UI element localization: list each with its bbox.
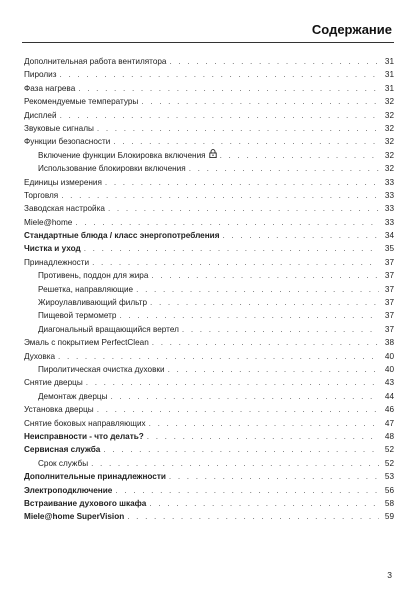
dot-leader [151,269,379,282]
dot-leader [78,82,379,95]
toc-entry-page: 47 [384,418,394,428]
toc-entry-label: Срок службы [38,458,89,468]
toc-entry-page: 31 [384,83,394,93]
dot-leader [113,135,379,148]
toc-entry-page: 31 [384,57,394,66]
toc-entry-label: Снятие дверцы [24,378,83,388]
dot-leader [168,363,379,376]
toc-entry-page: 48 [384,431,394,441]
toc-entry-label: Пиролиз [24,70,57,80]
toc-entry-page: 37 [384,298,394,308]
toc-entry[interactable] [24,443,394,456]
toc-entry-page: 37 [384,257,394,267]
toc-entry-page: 37 [384,324,394,334]
dot-leader [147,430,379,443]
toc-entry[interactable] [24,122,394,135]
page-number: 3 [387,570,392,580]
dot-leader [169,470,379,483]
toc-entry-label: Противень, поддон для жира [38,271,149,281]
toc-entry[interactable] [24,296,394,309]
toc-entry-page: 33 [384,177,394,187]
toc-entry[interactable] [24,229,394,242]
toc-entry-label: Встраивание духового шкафа [24,498,147,508]
toc-entry-label: Заводская настройка [24,204,105,214]
dot-leader [189,162,379,175]
toc-entry-page: 40 [384,351,394,361]
toc-entry-label: Установка дверцы [24,405,94,415]
toc-entry-label: Диагональный вращающийся вертел [38,324,179,334]
dot-leader [108,202,379,215]
dot-leader [127,510,379,523]
toc-entry-page: 33 [384,217,394,227]
toc-entry-label: Стандартные блюда / класс энергопотребления [24,231,220,241]
toc-entry-label: Рекомендуемые температуры [24,97,139,107]
toc-entry-label: Эмаль с покрытием PerfectClean [24,338,149,348]
toc-entry[interactable] [24,149,394,162]
toc-entry-label: Жироулавливающий фильтр [38,298,148,308]
toc-entry[interactable] [24,55,394,68]
dot-leader [86,376,379,389]
dot-leader [149,497,379,510]
toc-entry-page: 32 [384,150,394,160]
toc-entry-page: 37 [384,284,394,294]
dot-leader [182,323,379,336]
toc-entry-page: 33 [384,190,394,200]
toc-entry-label: Снятие боковых направляющих [24,418,146,428]
toc-entry[interactable] [24,497,394,510]
toc-entry-label: Принадлежности [24,257,90,267]
toc-entry[interactable] [24,189,394,202]
toc-entry[interactable] [24,216,394,229]
toc-entry-page: 44 [384,391,394,401]
toc-entry[interactable] [24,390,394,403]
toc-entry-label: Дисплей [24,110,57,120]
toc-entry-page: 34 [384,231,394,241]
toc-entry-label: Пищевой термометр [38,311,117,321]
toc-entry-label: Решетка, направляющие [38,284,134,294]
toc-entry[interactable] [24,457,394,470]
toc-entry[interactable] [24,336,394,349]
dot-leader [110,390,379,403]
toc-entry[interactable] [24,135,394,148]
dot-leader [91,457,379,470]
toc-entry-page: 58 [384,498,394,508]
toc-entry-label: Торговля [24,190,59,200]
toc-entry-page: 37 [384,271,394,281]
toc-entry-label: Чистка и уход [24,244,81,254]
toc-entry-page: 32 [384,137,394,147]
dot-leader [61,189,379,202]
toc-entry-label: Единицы измерения [24,177,102,187]
toc-entry[interactable] [24,309,394,322]
dot-leader [169,55,379,68]
toc-entry-label: Фаза нагрева [24,83,76,93]
dot-leader [119,309,379,322]
toc-entry-page: 38 [384,338,394,348]
toc-entry[interactable] [24,256,394,269]
toc-entry-page: 46 [384,405,394,415]
toc-entry-label: Звуковые сигналы [24,123,94,133]
dot-leader [58,350,379,363]
toc-entry[interactable] [24,430,394,443]
toc-entry[interactable] [24,269,394,282]
table-of-contents [24,55,394,524]
toc-entry-label: Духовка [24,351,56,361]
toc-entry[interactable] [24,376,394,389]
toc-entry[interactable] [24,68,394,81]
dot-leader [103,443,379,456]
toc-entry-page: 56 [384,485,394,495]
dot-leader [149,417,379,430]
toc-entry-label: Функции безопасности [24,137,111,147]
dot-leader [97,122,379,135]
toc-entry-page: 32 [384,164,394,174]
toc-entry-label: Использование блокировки включения [38,164,186,174]
dot-leader [75,216,379,229]
toc-entry-page: 33 [384,204,394,214]
dot-leader [150,296,379,309]
toc-entry[interactable] [24,510,394,523]
toc-entry[interactable] [24,470,394,483]
page-title: Содержание [311,22,392,37]
toc-entry-label: Miele@home [24,217,73,227]
toc-entry-label: Miele@home SuperVision [24,512,125,522]
toc-entry-label: Сервисная служба [24,445,101,455]
toc-entry[interactable] [24,162,394,175]
toc-entry-page: 43 [384,378,394,388]
toc-entry[interactable] [24,323,394,336]
toc-entry[interactable] [24,283,394,296]
toc-entry-page: 59 [384,512,394,522]
dot-leader [97,403,379,416]
page-header [22,22,394,43]
toc-entry-label: Дополнительная работа вентилятора [24,57,167,66]
dot-leader [105,176,379,189]
dot-leader [222,229,379,242]
toc-entry[interactable] [24,109,394,122]
toc-entry[interactable] [24,363,394,376]
toc-entry[interactable] [24,202,394,215]
toc-entry[interactable] [24,350,394,363]
toc-entry[interactable] [24,417,394,430]
toc-entry[interactable] [24,176,394,189]
toc-entry[interactable] [24,484,394,497]
toc-entry-page: 31 [384,70,394,80]
toc-entry-page: 32 [384,97,394,107]
toc-entry-label: Неисправности - что делать? [24,431,144,441]
toc-entry[interactable] [24,242,394,255]
toc-entry-page: 32 [384,123,394,133]
dot-leader [136,283,379,296]
toc-entry-label: Демонтаж дверцы [38,391,108,401]
toc-entry-label: Электроподключение [24,485,113,495]
dot-leader [84,242,379,255]
dot-leader [92,256,379,269]
toc-entry-page: 32 [384,110,394,120]
dot-leader [152,336,379,349]
toc-entry-page: 40 [384,364,394,374]
toc-entry-label: Пиролитическая очистка духовки [38,364,165,374]
dot-leader [220,149,379,162]
toc-entry-page: 52 [384,458,394,468]
toc-entry-page: 37 [384,311,394,321]
toc-entry[interactable] [24,95,394,108]
dot-leader [60,68,380,81]
toc-entry-label: Включение функции Блокировка включения [38,150,206,160]
toc-entry-page: 52 [384,445,394,455]
toc-entry-label: Дополнительные принадлежности [24,472,166,482]
dot-leader [60,109,379,122]
toc-entry-page: 35 [384,244,394,254]
toc-entry[interactable] [24,82,394,95]
dot-leader [115,484,379,497]
dot-leader [141,95,379,108]
lock-icon [209,149,217,158]
toc-entry[interactable] [24,403,394,416]
toc-entry-page: 53 [384,472,394,482]
